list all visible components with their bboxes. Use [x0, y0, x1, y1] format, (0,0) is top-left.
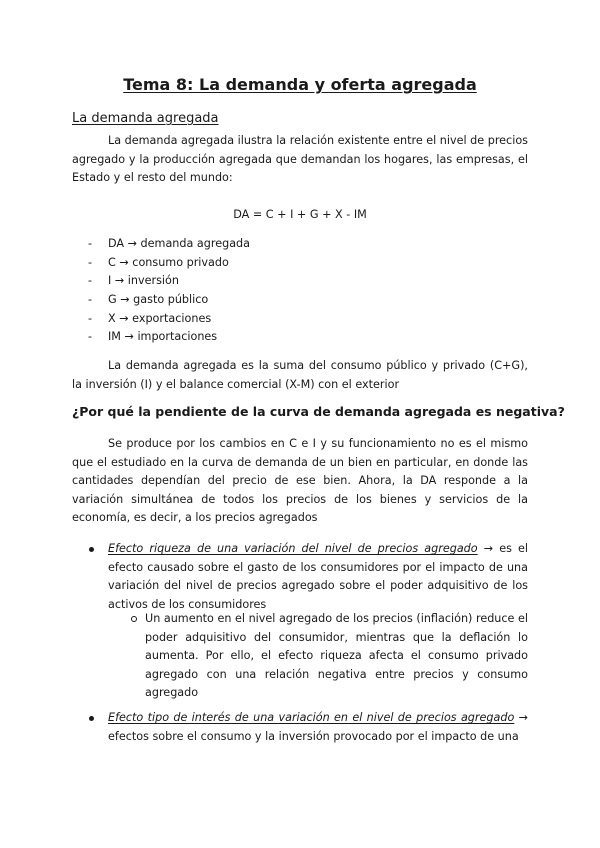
list-item: - DA → demanda agregada: [88, 235, 250, 254]
sum-text: La demanda agregada es la suma del consumo público y privado (C+G), la inversión (I) y el balance comercial (X-M) con el exterior: [72, 359, 528, 391]
aggregate-demand-formula: DA = C + I + G + X - IM: [233, 208, 367, 221]
list-item: - IM → importaciones: [88, 328, 250, 347]
intro-paragraph: [72, 132, 528, 188]
question-paragraph: [72, 435, 528, 528]
effect-name: Efecto riqueza de una variación del nivel de precios agregado: [108, 542, 478, 555]
list-item: - I → inversión: [88, 272, 250, 291]
effect-item-wealth: [108, 540, 528, 614]
components-list: [88, 235, 250, 347]
effect-description: → es el efecto causado sobre el gasto de los consumidores por el impacto de una variación del nivel de precios agregado sobre el poder adquisitivo de los activos de los consumidores: [108, 542, 528, 611]
question-heading: ¿Por qué la pendiente de la curva de demanda agregada es negativa?: [72, 404, 565, 419]
list-item: - G → gasto público: [88, 291, 250, 310]
effect-sub-point: Un aumento en el nivel agregado de los precios (inflación) reduce el poder adquisitivo del consumidor, mientras que la deflación lo aumenta. Por ello, el efecto riqueza afecta el consumo privado agregado con una relación negativa entre precios y consumo agregado: [145, 612, 528, 699]
question-text: Se produce por los cambios en C e I y su funcionamiento no es el mismo que el estudiado en la curva de demanda de un bien en particular, en donde las cantidades dependían del precio de ese bien. Ahora, la DA responde a la variación simultánea de todos los precios de los bienes y servicios de la economía, es decir, a los precios agregados: [72, 437, 528, 524]
intro-text: La demanda agregada ilustra la relación existente entre el nivel de precios agregado y la producción agregada que demandan los hogares, las empresas, el Estado y el resto del mundo:: [72, 134, 528, 184]
bullet-icon: [89, 716, 94, 721]
effect-description: → efectos sobre el consumo y la inversión provocado por el impacto de una: [108, 711, 528, 743]
circle-bullet-icon: [131, 616, 137, 622]
effect-item-interest: [108, 709, 528, 746]
bullet-icon: [89, 547, 94, 552]
page-title: Tema 8: La demanda y oferta agregada: [123, 75, 477, 94]
list-item: - C → consumo privado: [88, 254, 250, 273]
section-heading: La demanda agregada: [72, 111, 219, 126]
sum-paragraph: [72, 357, 528, 394]
effect-name: Efecto tipo de interés de una variación en el nivel de precios agregado: [108, 711, 515, 724]
list-item: - X → exportaciones: [88, 310, 250, 329]
